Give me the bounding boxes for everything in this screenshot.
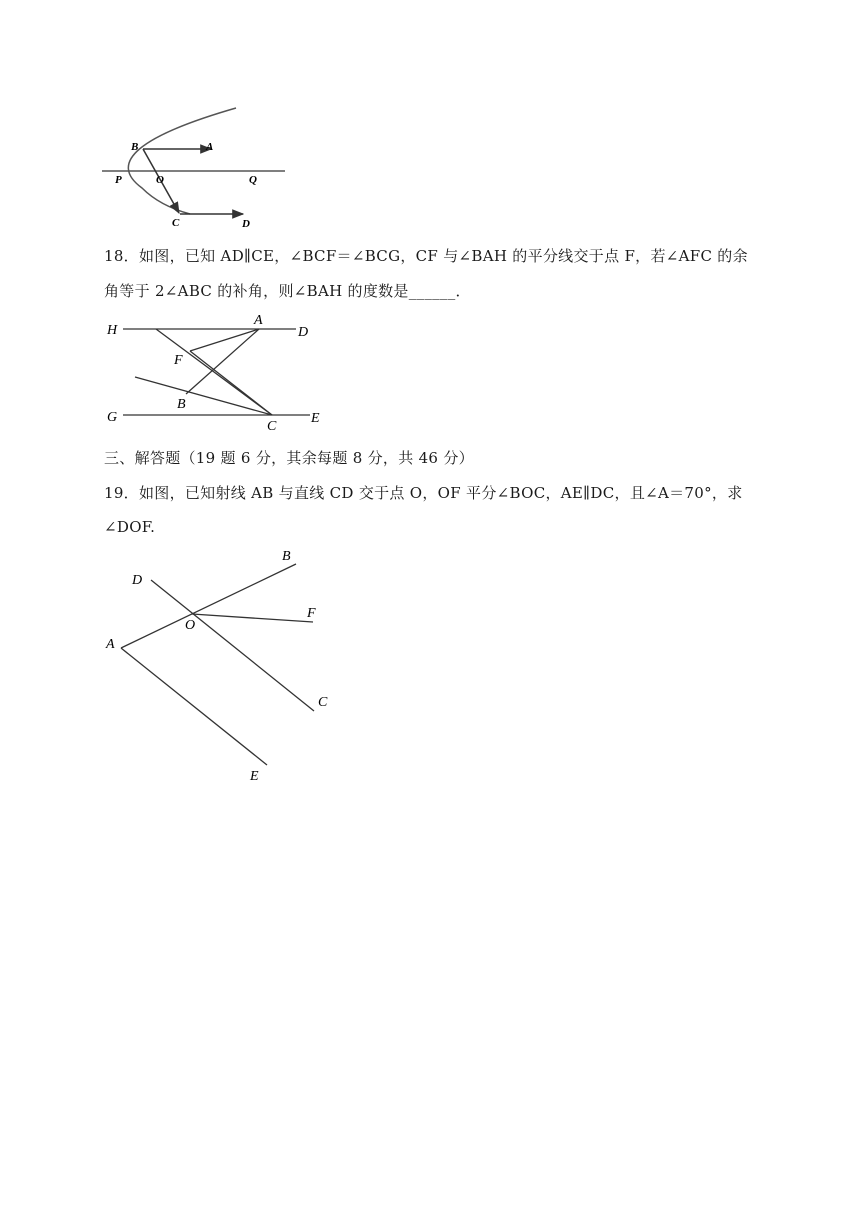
segment-AF — [190, 329, 259, 351]
label-C: C — [267, 419, 277, 434]
label-D: D — [298, 325, 309, 340]
label-A: A — [106, 637, 115, 652]
ray-AB — [121, 564, 296, 648]
label-C: C — [172, 217, 180, 229]
label-A: A — [254, 313, 263, 328]
ray-OF — [192, 614, 313, 622]
figure-problem-17 — [0, 0, 860, 240]
label-E: E — [311, 411, 320, 426]
segment-HC — [156, 329, 272, 415]
problem-19-line-1: 19．如图，已知射线 AB 与直线 CD 交于点 O，OF 平分∠BOC，AE∥DC，且∠A＝70°，求 — [104, 484, 743, 502]
curve — [128, 108, 236, 214]
label-A: A — [206, 141, 214, 153]
label-O: O — [185, 618, 196, 633]
label-B: B — [282, 549, 291, 564]
problem-19-line-2: ∠DOF. — [104, 518, 156, 536]
line-BC — [135, 377, 272, 415]
label-D: D — [242, 218, 250, 230]
segment-AB — [186, 329, 259, 394]
ray-AE — [121, 648, 267, 765]
label-E: E — [250, 769, 259, 784]
label-Q: Q — [249, 174, 257, 186]
label-F: F — [174, 353, 183, 368]
section-3-heading: 三、解答题（19 题 6 分，其余每题 8 分，共 46 分） — [104, 449, 474, 467]
label-G: G — [107, 410, 118, 425]
problem-18-line-1: 18．如图，已知 AD∥CE，∠BCF＝∠BCG，CF 与∠BAH 的平分线交于点 F，若∠AFC 的余 — [104, 247, 748, 265]
label-B: B — [177, 397, 186, 412]
problem-18-line-2: 角等于 2∠ABC 的补角，则∠BAH 的度数是______． — [104, 282, 471, 300]
label-O: O — [156, 174, 164, 186]
label-H: H — [107, 323, 118, 338]
label-P: P — [115, 174, 122, 186]
label-B: B — [131, 141, 139, 153]
label-D: D — [132, 573, 143, 588]
label-F: F — [307, 606, 316, 621]
figure-problem-19 — [0, 540, 860, 790]
figure-problem-18 — [0, 305, 860, 435]
label-C: C — [318, 695, 328, 710]
